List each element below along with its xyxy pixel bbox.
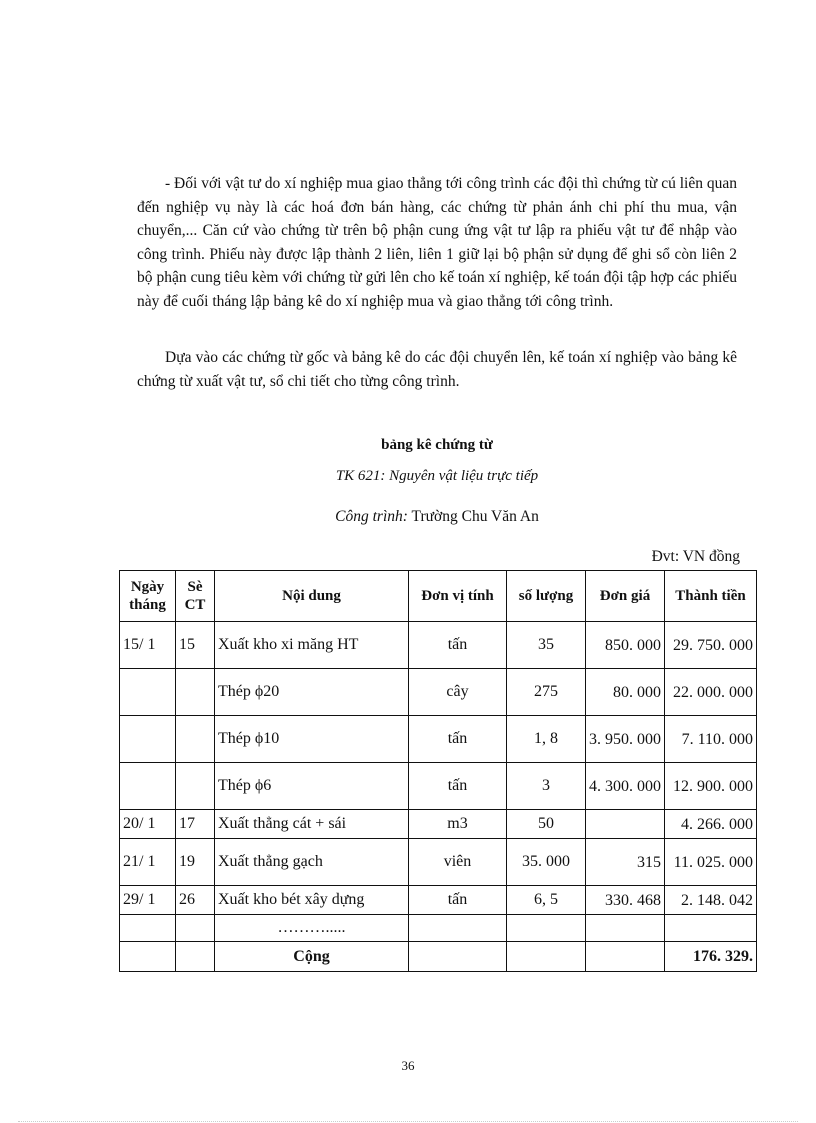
total-amount: 176. 329. [665, 942, 757, 972]
cell-amount: 2. 148. 042 [665, 886, 757, 915]
cell-content: Xuất kho bét xây dựng [215, 886, 409, 915]
header-price: Đơn giá [586, 571, 665, 622]
cell-qty: 1, 8 [507, 716, 586, 763]
header-unit: Đơn vị tính [409, 571, 507, 622]
table-row [120, 669, 757, 716]
table-row [120, 716, 757, 763]
cell-doc-no [176, 763, 215, 810]
header-qty: số lượng [507, 571, 586, 622]
ellipsis-row [120, 915, 757, 942]
summary-paragraph: Dựa vào các chứng từ gốc và bảng kê do các đội chuyển lên, kế toán xí nghiệp vào bảng kê chứng từ xuất vật tư, sổ chi tiết cho từng công trình. [137, 349, 737, 390]
cell-qty: 3 [507, 763, 586, 810]
cell-content: Xuất thẳng gạch [215, 839, 409, 886]
cell-qty: 35 [507, 622, 586, 669]
cell-price: 330. 468 [586, 886, 665, 915]
table-row [120, 839, 757, 886]
cell-price: 4. 300. 000 [586, 763, 665, 810]
cell-content: Thép ϕ6 [215, 763, 409, 810]
intro-paragraph: - Đối với vật tư do xí nghiệp mua giao thẳng tới công trình các đội thì chứng từ cú liên quan đến nghiệp vụ này là các hoá đơn bán hàng, các chứng từ phản ánh chi phí thu mua, vận chuyển,... Căn cứ vào chứng từ trên bộ phận cung ứng vật tư lập ra phiếu vật tư để nhập vào công trình. Phiếu này được lập thành 2 liên, liên 1 giữ lại bộ phận sử dụng để ghi sổ còn liên 2 bộ phận cung tiêu kèm với chứng từ gửi lên cho kế toán xí nghiệp, kế toán đội tập hợp các phiếu này để cuối tháng lập bảng kê do xí nghiệp mua và giao thẳng tới công trình. [137, 175, 737, 310]
cell-amount: 11. 025. 000 [665, 839, 757, 886]
cell-unit: tấn [409, 886, 507, 915]
cell-doc-no: 15 [176, 622, 215, 669]
cell-qty: 6, 5 [507, 886, 586, 915]
header-content: Nội dung [215, 571, 409, 622]
cell-doc-no: 19 [176, 839, 215, 886]
header-date: Ngày tháng [120, 571, 176, 622]
cell-content: Xuất thẳng cát + sái [215, 810, 409, 839]
cell-unit: viên [409, 839, 507, 886]
cell-doc-no: 26 [176, 886, 215, 915]
unit-note: Đvt: VN đồng [651, 548, 740, 565]
cell-price: 3. 950. 000 [586, 716, 665, 763]
table-row [120, 886, 757, 915]
cell-unit: m3 [409, 810, 507, 839]
project-label: Công trình: [335, 508, 408, 525]
cell-content: Thép ϕ10 [215, 716, 409, 763]
total-row [120, 942, 757, 972]
cell-unit: cây [409, 669, 507, 716]
total-label: Cộng [215, 942, 409, 972]
cell-date: 29/ 1 [120, 886, 176, 915]
cell-amount: 29. 750. 000 [665, 622, 757, 669]
cell-content: Xuất kho xi măng HT [215, 622, 409, 669]
cell-date [120, 763, 176, 810]
page-number: 36 [401, 1058, 415, 1073]
cell-price: 850. 000 [586, 622, 665, 669]
voucher-table [119, 570, 757, 972]
cell-doc-no [176, 716, 215, 763]
table-row [120, 810, 757, 839]
account-subtitle: TK 621: Nguyên vật liệu trực tiếp [335, 468, 539, 484]
cell-date [120, 669, 176, 716]
cell-unit: tấn [409, 716, 507, 763]
page-bottom-divider [18, 1121, 798, 1122]
table-row [120, 622, 757, 669]
cell-date: 21/ 1 [120, 839, 176, 886]
table-row [120, 763, 757, 810]
project-name: Trường Chu Văn An [411, 508, 539, 525]
cell-unit: tấn [409, 763, 507, 810]
cell-qty: 50 [507, 810, 586, 839]
cell-content: Thép ϕ20 [215, 669, 409, 716]
cell-qty: 275 [507, 669, 586, 716]
cell-unit: tấn [409, 622, 507, 669]
cell-qty: 35. 000 [507, 839, 586, 886]
cell-date: 15/ 1 [120, 622, 176, 669]
cell-date [120, 716, 176, 763]
cell-price: 315 [586, 839, 665, 886]
cell-price [586, 810, 665, 839]
cell-amount: 4. 266. 000 [665, 810, 757, 839]
cell-price: 80. 000 [586, 669, 665, 716]
cell-doc-no: 17 [176, 810, 215, 839]
header-amount: Thành tiền [665, 571, 757, 622]
table-title: bảng kê chứng từ [381, 437, 493, 453]
cell-date: 20/ 1 [120, 810, 176, 839]
header-doc-no: Sè CT [176, 571, 215, 622]
cell-amount: 22. 000. 000 [665, 669, 757, 716]
cell-amount: 7. 110. 000 [665, 716, 757, 763]
table-header-row [120, 571, 757, 622]
ellipsis-text: ………..... [215, 915, 409, 942]
cell-amount: 12. 900. 000 [665, 763, 757, 810]
cell-doc-no [176, 669, 215, 716]
project-line [137, 508, 737, 526]
